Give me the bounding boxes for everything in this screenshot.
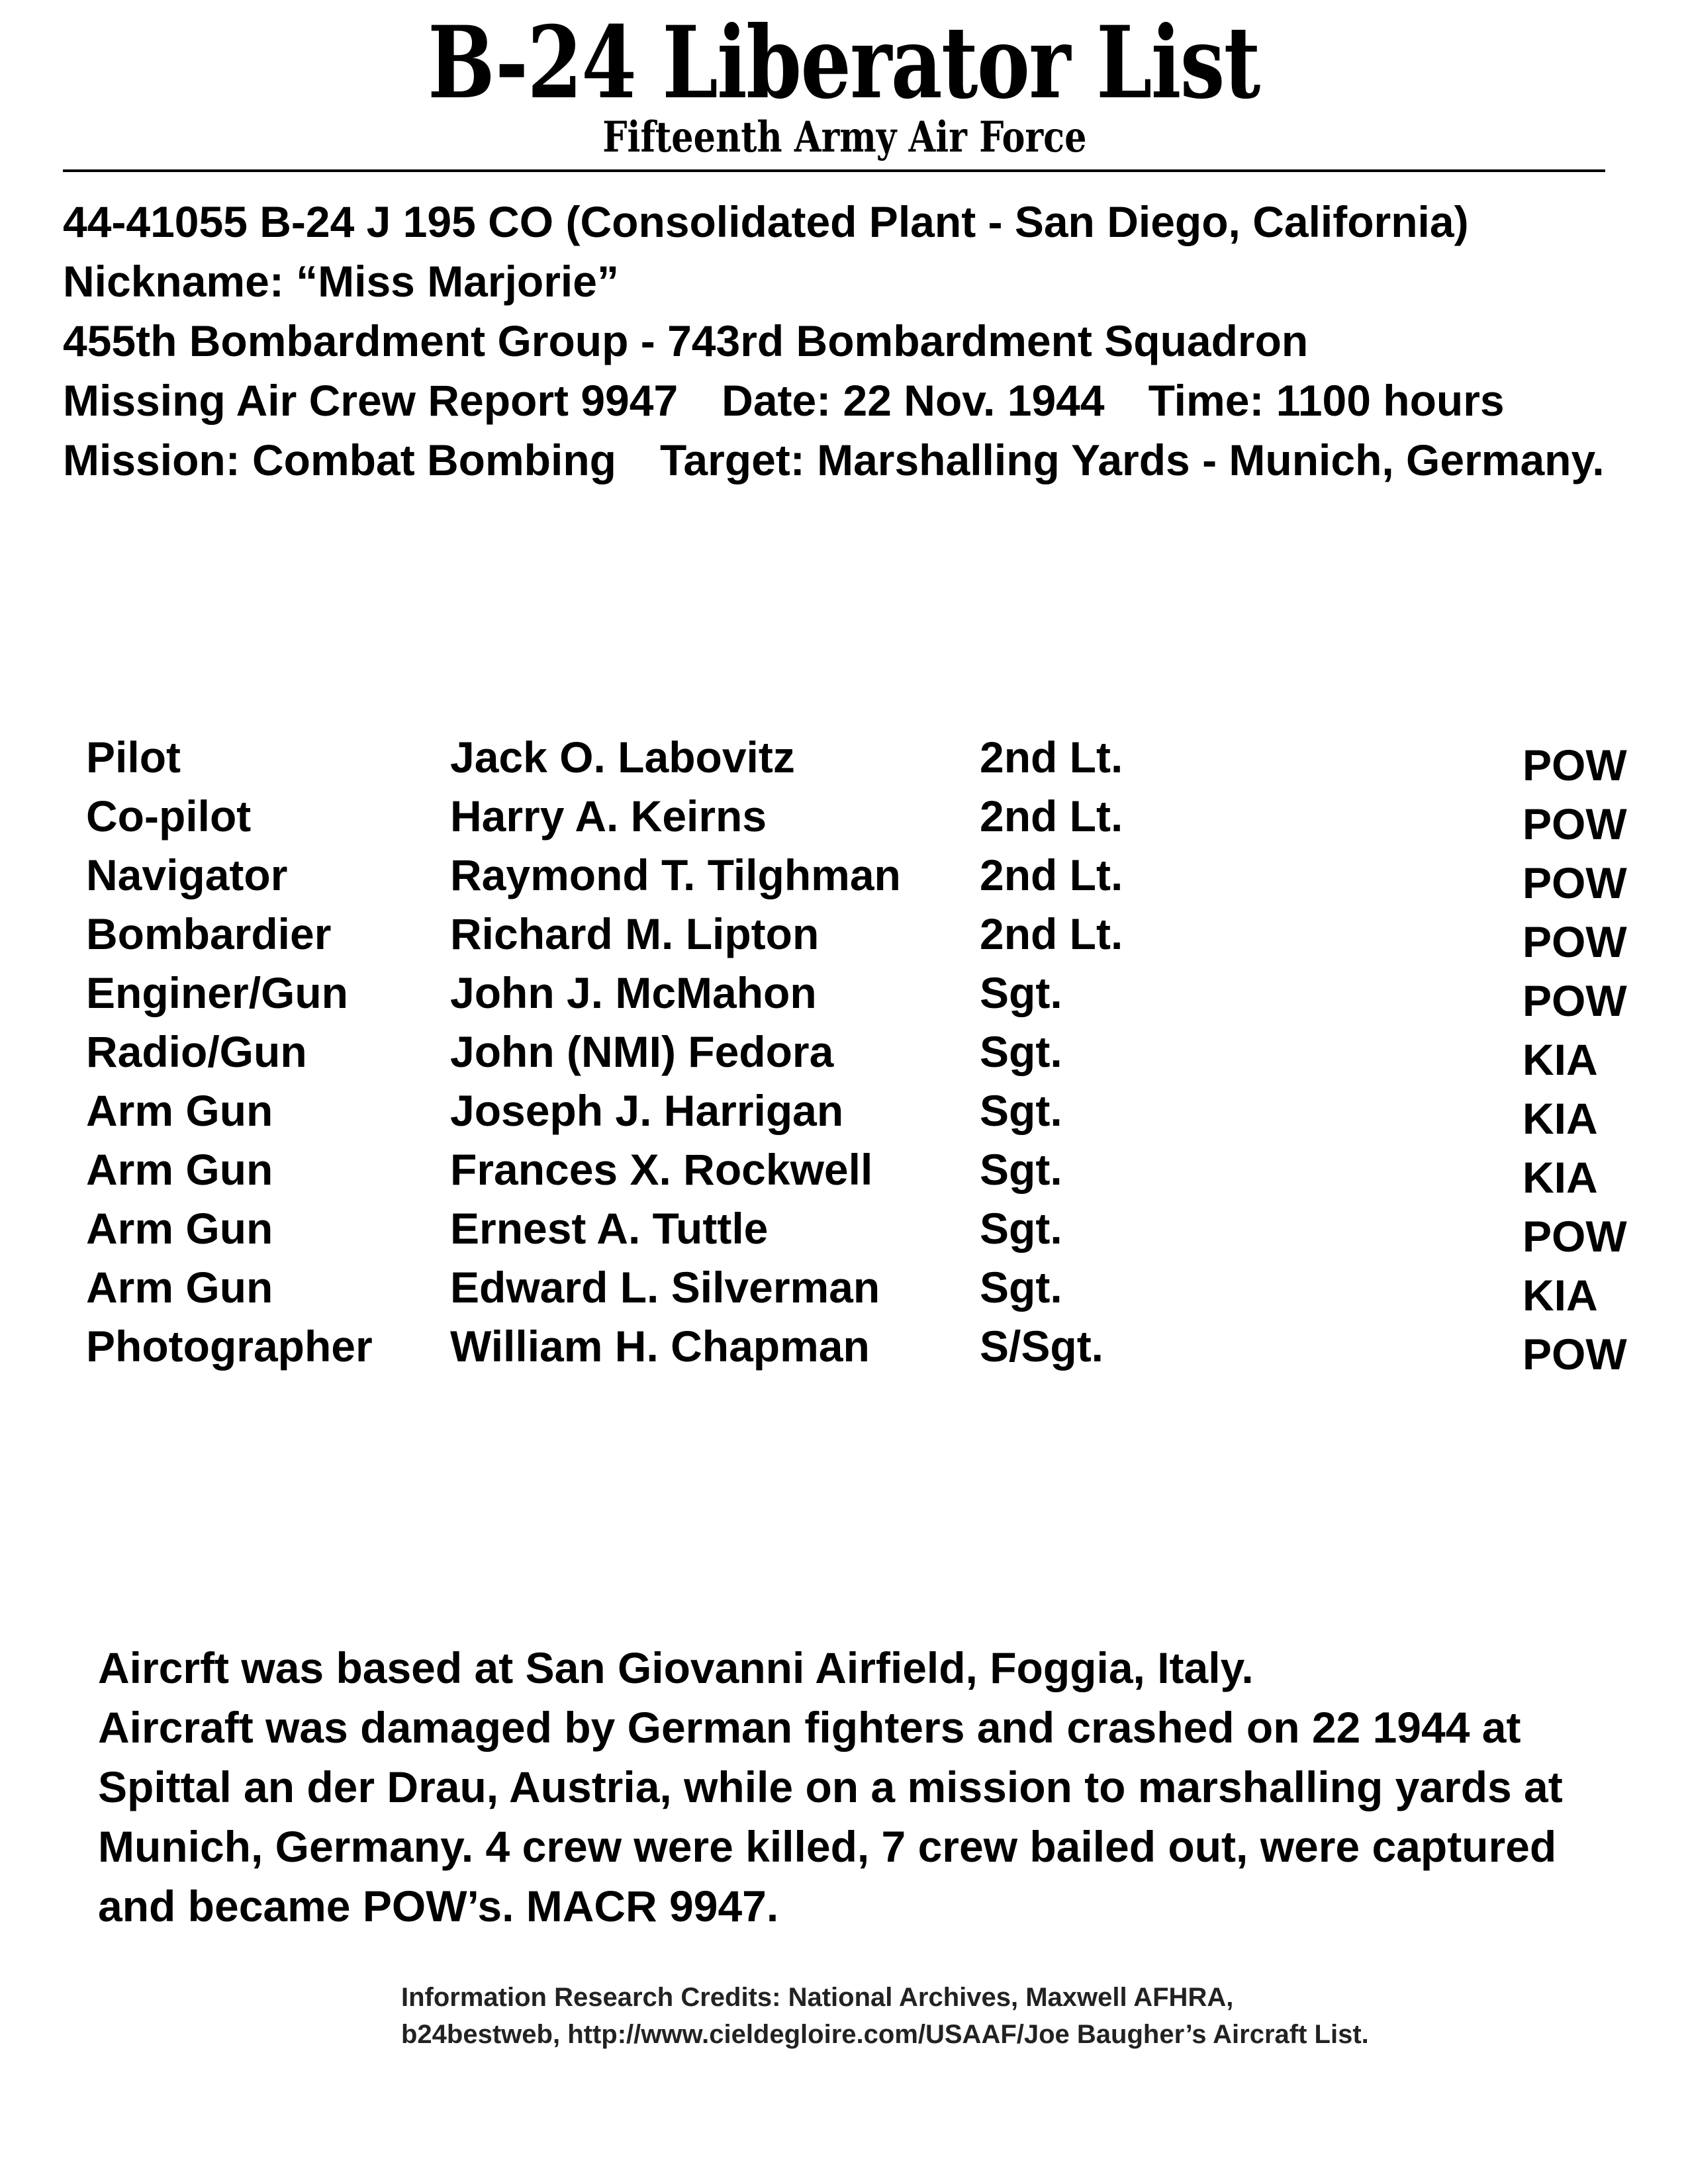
crew-status: KIA [1523,1035,1598,1084]
crew-rank: Sgt. [980,968,1062,1017]
crew-rank: 2nd Lt. [980,850,1123,899]
aircraft-info [63,192,1652,490]
crew-row [0,1258,1688,1320]
crew-status: KIA [1523,1153,1598,1202]
crew-status: POW [1523,858,1627,907]
crew-status: KIA [1523,1271,1598,1320]
crew-row [0,1199,1688,1261]
serial-line: 44-41055 B-24 J 195 CO (Consolidated Plant - San Diego, California) [63,197,1469,246]
narrative-crash: Aircraft was damaged by German fighters and crashed on 22 1944 at Spittal an der Drau, Austria, while on a mission to marshalling yards at Munich, Germany. 4 crew were killed, 7 crew bailed out, were captured and became POW’s. MACR 9947. [98,1703,1563,1931]
crew-position: Navigator [86,850,288,899]
crew-status: POW [1523,799,1627,848]
crew-position: Pilot [86,733,181,782]
crew-name: Harry A. Keirns [450,792,767,841]
crew-row [0,728,1688,790]
crew-name: Ernest A. Tuttle [450,1204,769,1253]
crew-rank: Sgt. [980,1263,1062,1312]
time-label: Time: 1100 hours [1148,376,1505,425]
crew-row [0,1081,1688,1143]
crew-rank: 2nd Lt. [980,792,1123,841]
title-divider [63,169,1605,172]
crew-row [0,1023,1688,1084]
crew-position: Photographer [86,1322,373,1371]
crew-status: POW [1523,1212,1627,1261]
narrative [98,1638,1640,1936]
crew-rank: S/Sgt. [980,1322,1104,1371]
narrative-base: Aircrft was based at San Giovanni Airfield, Foggia, Italy. [98,1643,1254,1692]
page-subtitle: Fifteenth Army Air Force [602,113,1087,162]
crew-name: John J. McMahon [450,968,817,1017]
crew-rank: Sgt. [980,1027,1062,1076]
mission-line [63,430,1652,490]
crew-position: Arm Gun [86,1263,273,1312]
report-line [63,371,1652,430]
date-label: Date: 22 Nov. 1944 [722,376,1105,425]
nickname-line: Nickname: “Miss Marjorie” [63,257,619,306]
crew-row [0,905,1688,964]
research-credits [401,1979,1394,2053]
crew-status: KIA [1523,1094,1598,1143]
crew-name: Jack O. Labovitz [450,733,795,782]
crew-row [0,964,1688,1023]
crew-position: Arm Gun [86,1204,273,1253]
crew-row [0,1317,1688,1379]
crew-status: POW [1523,917,1627,966]
crew-position: Enginer/Gun [86,968,348,1017]
page-title: B-24 Liberator List [428,5,1260,121]
crew-row [0,787,1688,846]
crew-position: Arm Gun [86,1086,273,1135]
crew-rank: 2nd Lt. [980,733,1123,782]
unit-line: 455th Bombardment Group - 743rd Bombardment Squadron [63,316,1309,365]
crew-name: William H. Chapman [450,1322,870,1371]
credits-text: Information Research Credits: National Archives, Maxwell AFHRA, b24bestweb, http://www.cieldegloire.com/USAAF/Joe Baugher’s Aircraft List. [401,1983,1369,2049]
crew-name: Richard M. Lipton [450,909,820,958]
crew-name: John (NMI) Fedora [450,1027,834,1076]
crew-position: Bombardier [86,909,332,958]
crew-row [0,846,1688,905]
crew-name: Edward L. Silverman [450,1263,880,1312]
target-label: Target: Marshalling Yards - Munich, Germany. [659,435,1605,484]
crew-position: Radio/Gun [86,1027,307,1076]
crew-status: POW [1523,1330,1627,1379]
crew-rank: Sgt. [980,1145,1062,1194]
crew-rank: Sgt. [980,1204,1062,1253]
mission-label: Mission: Combat Bombing [63,435,616,484]
crew-position: Arm Gun [86,1145,273,1194]
crew-row [0,1140,1688,1202]
crew-table [0,728,1688,1379]
macr-label: Missing Air Crew Report 9947 [63,376,679,425]
crew-rank: Sgt. [980,1086,1062,1135]
crew-position: Co-pilot [86,792,252,841]
crew-name: Frances X. Rockwell [450,1145,873,1194]
crew-status: POW [1523,976,1627,1025]
crew-name: Joseph J. Harrigan [450,1086,844,1135]
crew-rank: 2nd Lt. [980,909,1123,958]
crew-status: POW [1523,741,1627,790]
crew-name: Raymond T. Tilghman [450,850,901,899]
